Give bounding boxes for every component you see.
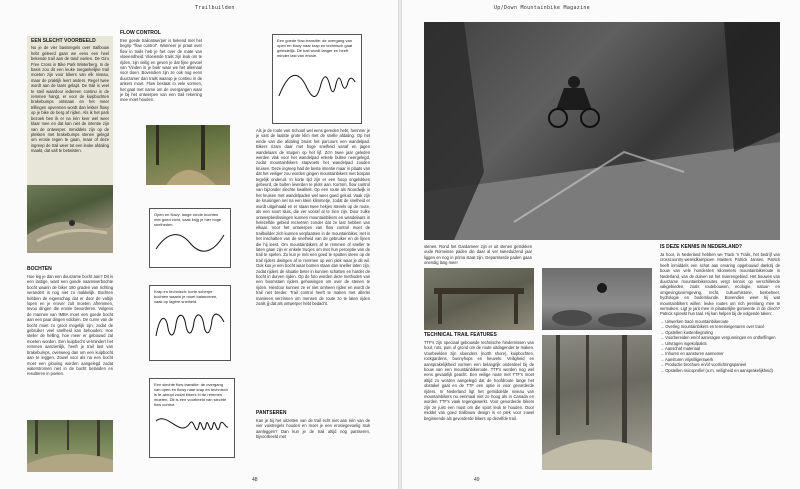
- flow-text: Een goede trailontwerper is bekend met het begrip “flow control”. Wanneer je praat over flow in trails heb je het over de mate van vloeiendheid. Vloeiende trails zijn leuk om te rijden, zijn veilig en geven je dat fijne gevoel van 'Vinden in je buik' waar we het allemaal voor doen. Bovendien zijn ze ook nog eens duurzamer dan trails waarop je continu in de ankers moet. Flow bestaat in vele vormen, het gaat met name om de overgangen waar je bij het ontwerpen van een trail rekening mee moet houden.: [120, 38, 202, 103]
- technical-title: TECHNICAL TRAIL FEATURES: [424, 332, 497, 338]
- column-flow-control: [120, 30, 202, 122]
- caption-krap-technisch: [149, 285, 231, 361]
- page-header-left: Trailbuilden: [195, 5, 235, 11]
- rider-main-photo: [424, 22, 780, 240]
- good-transition-diagram: [277, 60, 357, 106]
- caption-bad-text: Een slechte flow-transitie: de overgang van open en flowy naar krap en technisch is te abrupt zodat bikers in de remmen moeten. Dit is een voorbeeld van slechte flow control.: [154, 382, 228, 407]
- list-item: → Uitwerken tracé mountainbikeroute: [660, 318, 729, 324]
- pantseren-text: Kan je bij het uitzetten van de trail echt niet aan één van de vier vuistregels houden en moet je een erosiegevoelig stuk aanleggen? Dan kun je de trail altijd nog pantseren, bijvoorbeeld met: [256, 418, 370, 440]
- list-item: → Voorbereiden en/of aanvragen vergunningen en ontheffingen: [660, 335, 776, 341]
- caption-open-flowy: [149, 208, 231, 268]
- caption-krap-text: Krap en technisch: korte scherpe bochten waarin je moet balanceren, vaak op lagere snelheid.: [154, 289, 218, 304]
- list-item: → Uitvragen ingekolpakts: [660, 340, 707, 346]
- list-item: → Inhuren en aansturen aannemer: [660, 351, 724, 357]
- caption-good-transition: [272, 34, 362, 124]
- bad-transition-diagram: [154, 409, 230, 447]
- forest-trail-photo: [542, 335, 652, 470]
- trail-forest-photo: [146, 125, 230, 185]
- sidebar-title: EEN SLECHT VOORBEELD: [31, 38, 96, 44]
- right-intro-text: stenen. Rond het Gardameer zijn er uit stenen getrokken oude Romeinse paden die daar al ver tweeduizend jaar liggen en nog in prima staat zijn. Gepantserde paden gaan onendig lang mee!: [424, 244, 532, 266]
- wooden-feature-photo: [424, 268, 534, 330]
- column-pantseren: [256, 410, 370, 472]
- flow-title: FLOW CONTROL: [120, 30, 161, 36]
- caption-slow-text: Een goede flow-transitie: de overgang van open en flowy naar krap en technisch gaat geleidelijk. De trail wordt langer en heeft minder last van erosie.: [277, 38, 353, 58]
- left-page: [0, 0, 398, 489]
- pantseren-title: PANTSEREN: [256, 410, 287, 416]
- knowledge-text: Ja hoor, in Nederland hebben we Track 'n Trails, het bedrijf van crosscountry-wereldkampioen Masters Patrick Jansen. Patrick heeft inmiddels een schat aan ervaring opgebouwd dankzij de bouw van vele honderden kilometers mountainbikeroute in Nederland, van de duinen tot het rivierengebied. Het bouwen van duurzame mountainbikeroutes vergt kennis op verschillende vakgebieden, zoals routebouwen, ecologie, natuur- en omgevingsvormgeving, recht, cultuurhistorie, bosbeheer, hydrologie en bodemkunde. Bovendien weet hij wat mountainbikers willen: leuke routes om rich jerenlang mee te vermaken. Ligt je jarit mee in plaatselijke gemeente in de clinch? Patrick spreekt hun taal. Hij kan helpen bij de volgende taken:: [660, 252, 780, 317]
- bochten-text: Hoe leg je dan een duurzame bocht aan? Dit is een lastige, want een goede naamsverbochte bocht waarin de biker 180 graden van richting verandert is nog niet zo makkelijk. Bochten hebben de eigenschap dat er door de valtijn lopen en je erover zult moeten afremmen, tevoo dingen die erosie bevorderen. Volgens de mannen van IMBA moet een goede bocht aan een paar dingen voldoen. De curve van de bocht moet zo groot mogelijk zijn, zodat de gebruiker veel snelheid kan behouden. Hoe steiler de helling, hoe meer er gebouwd zal moeten worden. Een kuipbocht vermindert het remmen aanzienlijk, heeft je trail last van brakebumps, overweeg dan om een kuipbocht aan te leggen. Zowel voor als na een bocht moet een glooiing worden aangelegd zodat waterstromen niet in de bocht belanden en resulteren in poelen.: [27, 274, 113, 377]
- list-item: → Aanschaf materiaal: [660, 345, 701, 351]
- caption-bad-transition: [149, 378, 235, 458]
- curve-photo: [27, 420, 113, 472]
- page-number-right: 49: [474, 477, 480, 483]
- page-number-left: 48: [252, 477, 258, 483]
- rider-rocks-photo: [542, 268, 652, 330]
- list-item: → Opstellen risicoprofiel (o.m. veiligheid en aansprakelijkheid): [660, 367, 773, 373]
- winterberg-photo: [27, 185, 113, 253]
- task-list: [660, 319, 780, 373]
- column-right-intro: [424, 244, 532, 268]
- bochten-title: BOCHTEN: [27, 266, 52, 272]
- list-item: → Overleg mountainbikers en terreineigenaren over tracé: [660, 324, 765, 330]
- column-technical: [424, 332, 534, 472]
- krap-curve-diagram: [154, 306, 226, 342]
- column-bochten: [27, 266, 113, 416]
- list-item: → Productie brochure en/of voorlichtingspaneel: [660, 362, 747, 368]
- caption-open-text: Open en flowy: lange ronde bochten met goed zicht, vaak krijg je hier hoge snelheden.: [154, 212, 222, 227]
- list-item: → Opstellen kostenbegroting: [660, 329, 713, 335]
- open-curve-diagram: [154, 229, 226, 255]
- sidebar-text: Nu je de vier basisregels over trailbouw hebt geleerd gaan we eens een heel bekende trail aan de tand voelen. De Giro Free Cross in Bike Park Winterberg. In de basis zou dit een leuke toegankelijke trail moeten zijn voor bikers van elk niveau, maar de praktijk leert anders. Regel twee wordt aan de laars gelapt. De trail is veel te steil waardoor iedereen continu in de remmen hangt, er voor de kuipbochten brakebumps ontstaan en het meer trillingen opvermen wordt dan lekker flowy op je bike de berg af rijden. Als ik het park bezoek ben ik er na één keer wel weer klaar mee en dat kan niet de intentie zijn van de ontwerper. Inmiddels zijn op de plekken met brakebumps stenen gelegd om erosie tegen te gaan, maar of deze ingreep de trail weer tot een leuke afdaling maakt, dat valt te betwisten.: [31, 45, 109, 154]
- column-knowledge: [660, 244, 780, 474]
- column-main: [256, 128, 370, 408]
- knowledge-title: IS DEZE KENNIS IN NEDERLAND?: [660, 244, 742, 250]
- list-item: → Aansturen vrijwilligerswerk: [660, 356, 714, 362]
- main-text: Als je de route van Schoorl wel eens gereden hebt, herinner je je vast de laatste grote klim met de snelle afdaling. Op het einde van die afdaling bruist het parcours een wandelpad. Bikers rizam daar met hoge snelheid vanaf en jagen wandelaars de stuipen op het lijf. Zo'n twee jaar geleden werden vlak voor het wandelpad enkele bulten neergelegd, zodat mountainbikers stapvoets het wandelpad zouden kruisen. Deze ingreep had de beste intentie maar in plaats van dat het veiliger zou worden gingen mountainbikers met bospas tegelijk onderuit. In korte tijd zijn er een hoop ongelukken gebeurd, de bulten leverden te plots aan. Kortom, flow control van bijzonder slechte kwaliteit. Op een route als Noordwijk is het kruisen met wandelpaden wel weer goed geluid. Vaak zijn de kruisingen net na een klein klimmetje, zodat de snelheid er wordt uitgehaald en er staan twee hekjes stevels op de route, als een soort sluis, die ver vooraf al te zien zijn. Door zulke ontwerpbeslissingen kunnen mountainbikers en wandelaars in helezelfde gebied recreëren zonder dat ze last hebben van elkaar. Voor het ontwerpen van flow control moet de trailbuilder zich kunnen verplaatsen in de mountainbiker. Het is het inschatten van de snelheid van de gebruiker en de lijnen die hij leest. Om mountainbikers af te remmen of sneller te laten gaan zijn er enkele trucjes om met hun perceptie van de trail te spelen. Zo kun je met een goed te spotten steen op de trail rijders dwingen af te remmen op een plek waar je dit wil. Ook kun je een bocht waar bomen staan dan sneller laten zijn, zodat rijders de situatie beter in kunnen schatten en harder de bocht in durven rijden. Op de foto worden deze methoden van een boomstam rijders gehowingen om over de stenen te rijden. Hierdoor kunnen ze er niet omheen rijden en wordt de trail niet breder. Trail control heeft te maken met allerlei manieren verzinnen om mensen de route zo te laten rijden zoals jij dat als ontwerper hebt bedacht.: [256, 128, 370, 306]
- page-header-right: Up/Down Mountainbike Magazine: [494, 5, 590, 11]
- technical-text: TTF's zijn speciaal gebouwde technische hindernissen van hout, rots, puin of grond om de route uitdagender te maken. Voorbeelden zijn sloenders (north shore), kuipbochten, rockgardens, bunnyhops en heuvels. Veiligheid en aansprakelijkheid vormen een belangrijk onderdeel bij de bouw van een mountainbikeroute. TTF's worden nog wel eens gevaarlijk geacht. Een veilige route met TTF's moet altijd zo worden aangelegd dat de hoofdroute lange het obstakel gaat en de TTF een optie is voor gevorderde rijders. In Nederland ligt het gemiddelde niveau van mountainbikers nu eenmaal niet zo hoog als in Canada en worden TTF's vaak tegengewerkt. Voor gevorderde bikers zijn ze juist een must om die sport leuk te houden. Door middel van goed trailbouw design is er plek voor zowel beginnende als gevorderde bikers op dezelfde trail.: [424, 340, 534, 421]
- right-page: [402, 0, 800, 489]
